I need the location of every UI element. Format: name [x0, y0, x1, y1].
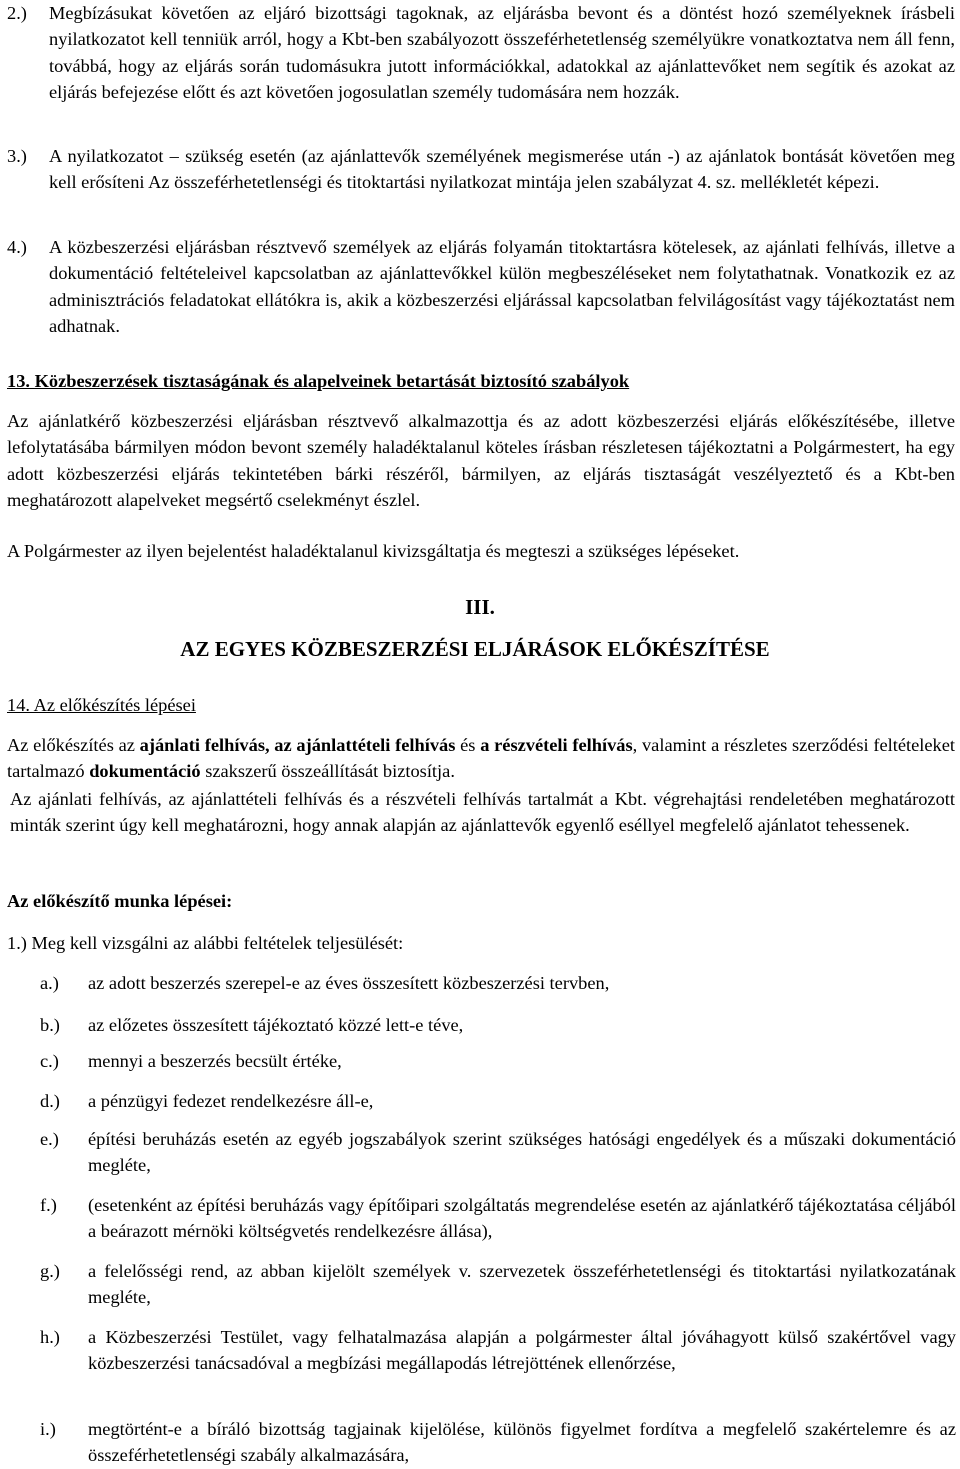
list-item: [40, 970, 956, 996]
section-13-heading: 13. Közbeszerzések tisztaságának és alapelveinek betartását biztosító szabályok: [7, 371, 630, 391]
list-item: [40, 1192, 956, 1245]
list-item-text: az adott beszerzés szerepel-e az éves összesített közbeszerzési tervben,: [88, 973, 610, 993]
bold-text-run: ajánlati felhívás, az ajánlattételi felhívás: [139, 735, 456, 755]
list-item: [40, 1258, 956, 1311]
list-item-marker: h.): [40, 1327, 60, 1347]
paragraph-number: 2.): [7, 3, 27, 23]
paragraph-number: 3.): [7, 146, 27, 166]
list-item: [40, 1416, 956, 1469]
paragraph-text: Megbízásukat követően az eljáró bizottsági tagoknak, az eljárásba bevont és a döntést hozó személyeknek írásbeli nyilatkozatot kell tenniük arról, hogy a Kbt-ben szabályozott összeférhetetlenség személyükre vonatkoztatva nem áll fenn, továbbá, hogy az eljárás során tudomásukra jutott információkkal, adatokkal az ajánlattevőket nem segítik és azokat az eljárás befejezése előtt és azt követően jogosulatlan személy tudomására nem hozzák.: [49, 3, 955, 103]
list-item: [40, 1126, 956, 1179]
text-run: Az előkészítés az: [7, 735, 140, 755]
list-item-text: megtörtént-e a bíráló bizottság tagjainak kijelölése, különös figyelmet fordítva a megfelelő szakértelemre és az összeférhetetlenségi szabály alkalmazására,: [88, 1419, 956, 1466]
list-item-marker: i.): [40, 1419, 56, 1439]
list-item-marker: e.): [40, 1129, 59, 1149]
list-item-marker: b.): [40, 1015, 60, 1035]
list-item-text: építési beruházás esetén az egyéb jogszabályok szerint szükséges hatósági engedélyek és a műszaki dokumentáció megléte,: [88, 1129, 956, 1176]
list-item-text: mennyi a beszerzés becsült értéke,: [88, 1051, 342, 1071]
part-title: AZ EGYES KÖZBESZERZÉSI ELJÁRÁSOK ELŐKÉSZÍTÉSE: [180, 637, 770, 661]
section-14-paragraph-2: Az ajánlati felhívás, az ajánlattételi felhívás és a részvételi felhívás tartalmát a Kbt. végrehajtási rendeletében meghatározott minták szerint úgy kell meghatározni, hogy annak alapján az ajánlattevők egyenlő eséllyel megfelelő ajánlatot tehessenek.: [10, 789, 955, 836]
bold-text-run: dokumentáció: [89, 761, 201, 782]
paragraph-text: A nyilatkozatot – szükség esetén (az ajánlattevők személyének megismerése után -) az ajánlatok bontását követően meg kell erősíteni Az összeférhetetlenségi és titoktartási nyilatkozat mintája jelen szabályzat 4. sz. mellékletét képezi.: [49, 146, 955, 193]
list-item-marker: g.): [40, 1261, 60, 1281]
text-run: és: [455, 735, 481, 755]
list-item-marker: f.): [40, 1195, 57, 1215]
list-item-text: a pénzügyi fedezet rendelkezésre áll-e,: [88, 1091, 374, 1111]
list-item: [40, 1048, 956, 1074]
list-item-marker: a.): [40, 973, 59, 993]
section-14-paragraph: [7, 732, 955, 785]
list-item-text: (esetenként az építési beruházás vagy építőipari szolgáltatás megrendelése esetén az ajánlatkérő tájékoztatása céljából a beárazott mérnöki költségvetés rendelkezésre állása),: [88, 1195, 956, 1242]
list-item: [40, 1012, 956, 1038]
list-item: [40, 1088, 956, 1114]
paragraph-3: [7, 143, 955, 196]
paragraph-2: [7, 0, 955, 106]
text-run: szakszerű összeállítását biztosítja.: [200, 761, 455, 782]
list-item-marker: d.): [40, 1091, 60, 1111]
section-14-heading: 14. Az előkészítés lépései: [7, 695, 196, 715]
work-steps-heading: Az előkészítő munka lépései:: [7, 891, 233, 911]
section-13-paragraph: Az ajánlatkérő közbeszerzési eljárásban résztvevő alkalmazottja és az adott közbeszerzési eljárás előkészítésébe, illetve lefolytatásába bármilyen módon bevont személy haladéktalanul köteles írásban részletesen tájékoztatni a Polgármestert, ha egy adott közbeszerzési eljárás tekintetében bárki részéről, bármilyen, az eljárás tisztaságát veszélyeztető és a Kbt-ben meghatározott alapelveket megsértő cselekményt észlel.: [7, 411, 955, 511]
list-item-marker: c.): [40, 1051, 59, 1071]
paragraph-number: 4.): [7, 237, 27, 257]
paragraph-text: A közbeszerzési eljárásban résztvevő személyek az eljárás folyamán titoktartásra kötelesek, az ajánlati felhívás, illetve a dokumentáció feltételeivel kapcsolatban az ajánlattevőkkel külön megbeszéléseket nem folytathatnak. Vonatkozik ez az adminisztrációs feladatokat ellátókra is, akik a közbeszerzési eljárással kapcsolatban felvilágosítást vagy tájékoztatást nem adhatnak.: [49, 237, 955, 337]
paragraph-4: [7, 234, 955, 340]
text-run: , valamint a részletes szerződési feltételeket tartalmazó: [7, 735, 956, 782]
list-item: [40, 1324, 956, 1377]
list-item-text: a felelősségi rend, az abban kijelölt személyek v. szervezetek összeférhetetlenségi és titoktartási nyilatkozatának megléte,: [88, 1261, 956, 1308]
step-1: 1.) Meg kell vizsgálni az alábbi feltételek teljesülését:: [7, 933, 404, 953]
section-13-paragraph-2: A Polgármester az ilyen bejelentést haladéktalanul kivizsgáltatja és megteszi a szükséges lépéseket.: [7, 541, 740, 561]
list-item-text: a Közbeszerzési Testület, vagy felhatalmazása alapján a polgármester által jóváhagyott külső szakértővel vagy közbeszerzési tanácsadóval a megbízási megállapodás létrejöttének ellenőrzése,: [88, 1327, 956, 1374]
part-roman-numeral: III.: [465, 595, 495, 619]
bold-text-run: a részvételi felhívás: [480, 735, 633, 755]
list-item-text: az előzetes összesített tájékoztató közzé lett-e téve,: [88, 1015, 464, 1035]
